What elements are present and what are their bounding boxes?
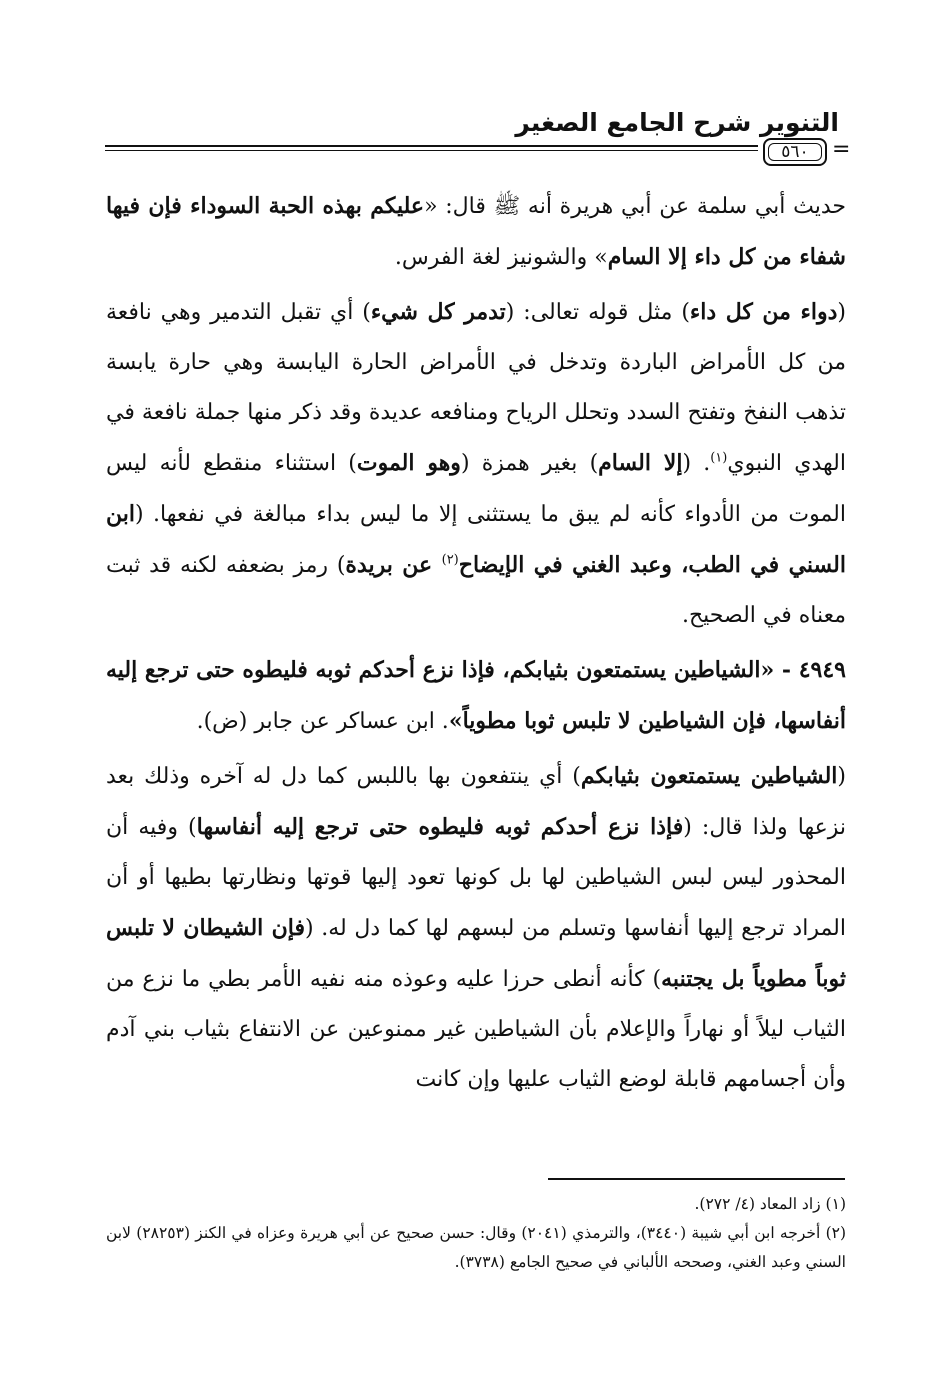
footnote-ref: (٢) bbox=[441, 552, 459, 568]
bold-run: ابن السني في الطب، وعبد الغني في الإيضاح bbox=[106, 501, 846, 578]
header-rule-thin bbox=[105, 150, 758, 151]
page-number: ٥٦٠ bbox=[781, 142, 809, 162]
text-run: ) استثناء منقطع لأنه ليس الموت من الأدواء كأنه لم يبق ما يستثنى إلا ما ليس بداء مبالغة في نفعها. ( bbox=[106, 451, 846, 527]
paragraph-commentary-1 bbox=[106, 287, 846, 641]
text-run: ) مثل قوله تعالى: ( bbox=[505, 300, 690, 325]
text-run: » والشونيز لغة الفرس. bbox=[394, 245, 608, 270]
text-run: ) أي تقبل التدمير وهي نافعة من كل الأمراض الباردة وتدخل في الأمراض الحارة اليابسة وهي حارة يابسة تذهب النفخ وتفتح السدد وتحلل الرياح ومنافعه عديدة وقد ذكر منها جملة نافعة في الهدي النبوي bbox=[106, 300, 846, 476]
text-run: . ابن عساكر عن جابر (ض). bbox=[196, 709, 449, 734]
bold-run: الشياطين يستمتعون بثيابكم bbox=[580, 763, 838, 789]
main-text bbox=[106, 181, 846, 1105]
bold-run: فإن الشيطان لا تلبس ثوباً مطوياً بل يجتنبه bbox=[106, 915, 846, 992]
paragraph-commentary-2 bbox=[106, 751, 846, 1105]
text-run: ) وفيه أن المحذور ليس لبس الشياطين لها بل كونها تعود إليها قوتها ونظارتها بطيها أو أن المراد ترجع إليها أنفاسها وتسلم من لبسهم لها كما دل له. ( bbox=[106, 815, 846, 941]
header-marker: = bbox=[832, 137, 851, 162]
footnote-separator bbox=[548, 1178, 845, 1180]
text-run: ) بغير همزة ( bbox=[460, 451, 599, 476]
bold-run: وهو الموت bbox=[356, 450, 461, 476]
footnote-ref: (١) bbox=[710, 450, 728, 466]
header-rule-thick bbox=[105, 145, 758, 147]
text-run: ( bbox=[837, 300, 846, 325]
bold-run: عن بريدة bbox=[345, 552, 442, 578]
page-number-frame bbox=[763, 138, 827, 166]
bold-run: تدمر كل شيء bbox=[370, 299, 506, 325]
bold-run: عليكم بهذه الحبة السوداء فإن فيها شفاء من كل داء إلا السام bbox=[106, 193, 846, 270]
text-run: . ( bbox=[682, 451, 711, 476]
bold-run: ٤٩٤٩ - «الشياطين يستمتعون بثيابكم، فإذا نزع أحدكم ثوبه فليطوه حتى ترجع إليه أنفاسها، فإن الشياطين لا تلبس ثوبا مطوياً» bbox=[106, 657, 846, 734]
text-run: ) كأنه أنطى حرزا عليه وعوذه منه نفيه الأمر بطي ما نزع من الثياب ليلاً أو نهاراً والإعلام بأن الشياطين غير ممنوعين عن الانتفاع بثياب بني آدم وأن أجسامهم قابلة لوضع الثياب عليها وإن كانت bbox=[106, 967, 846, 1092]
text-run: ) رمز بضعفه لكنه قد ثبت معناه في الصحيح. bbox=[106, 553, 846, 628]
footnote-1: (١) زاد المعاد (٤/ ٢٧٢). bbox=[694, 1195, 846, 1213]
paragraph-hadith-4949 bbox=[106, 645, 846, 747]
text-run: ) أي ينتفعون بها باللبس كما دل له آخره وذلك بعد نزعها ولذا قال: ( bbox=[106, 764, 846, 840]
bold-run: فإذا نزع أحدكم ثوبه فليطوه حتى ترجع إليه أنفاسها bbox=[196, 814, 684, 840]
text-run: حديث أبي سلمة عن أبي هريرة أنه ﷺ قال: « bbox=[424, 194, 846, 219]
footnote-2: (٢) أخرجه ابن أبي شيبة (٣٤٤٠)، والترمذي (٢٠٤١) وقال: حسن صحيح عن أبي هريرة وعزاه في الكنز (٢٨٢٥٣) لابن السني وعبد الغني، وصححه الألباني في صحيح الجامع (٣٧٣٨). bbox=[106, 1224, 847, 1271]
text-run: ( bbox=[837, 764, 846, 789]
footnotes bbox=[106, 1190, 846, 1277]
bold-run: دواء من كل داء bbox=[689, 299, 838, 325]
paragraph-hadith-intro bbox=[106, 181, 846, 283]
bold-run: إلا السام bbox=[598, 450, 683, 476]
running-header-title: التنوير شرح الجامع الصغير bbox=[515, 108, 839, 137]
